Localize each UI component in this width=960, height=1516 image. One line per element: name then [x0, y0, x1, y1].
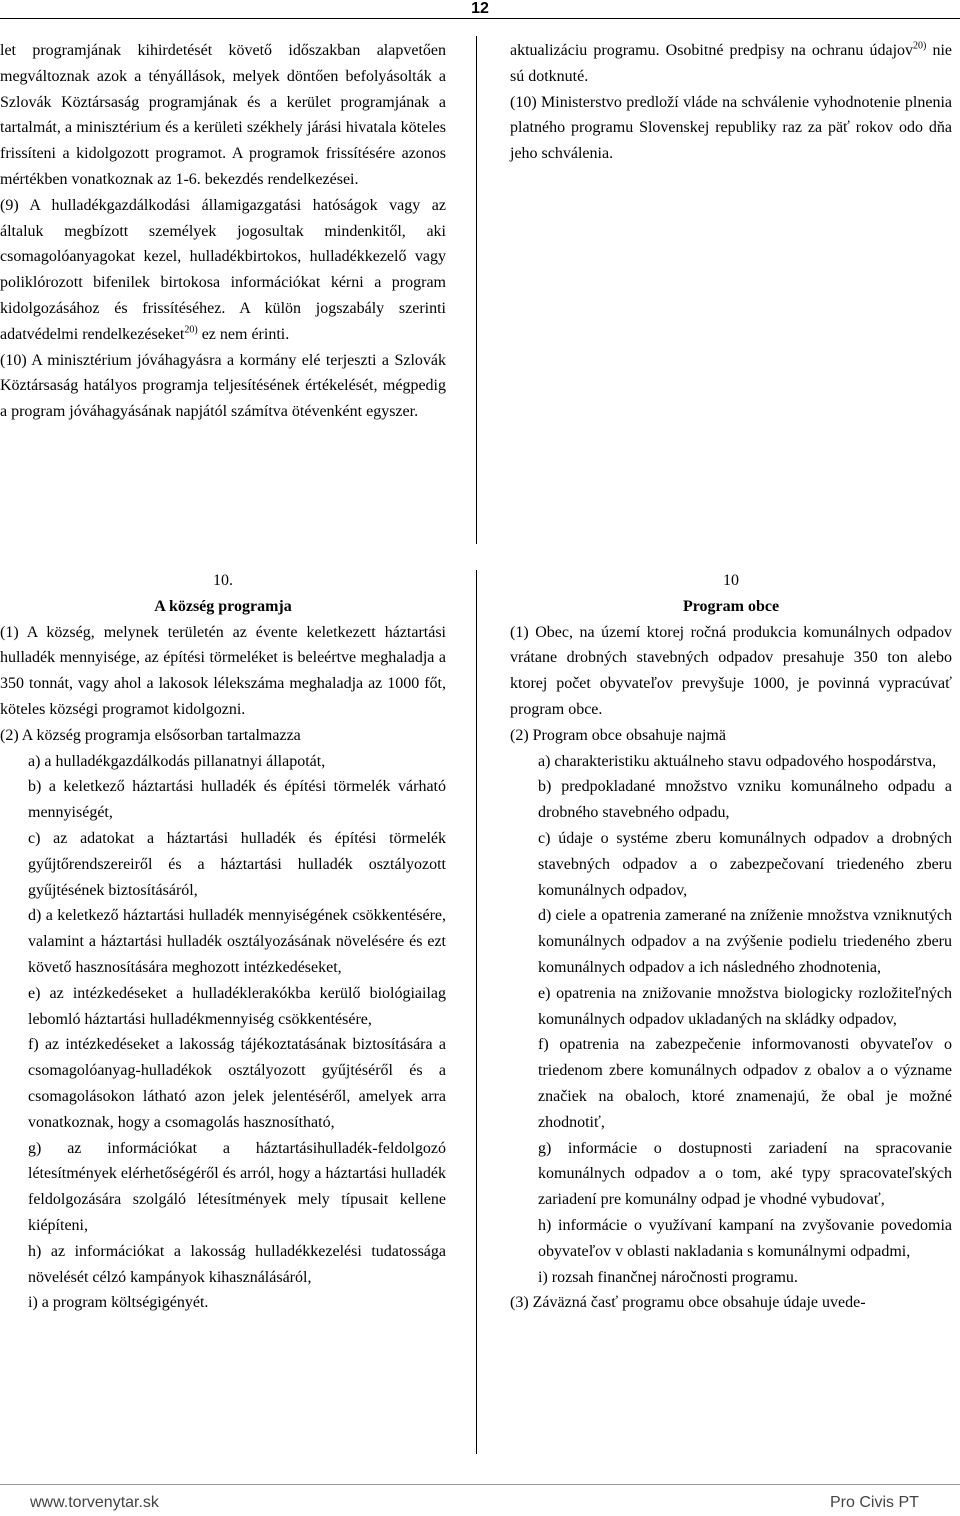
top-right-column — [510, 38, 952, 167]
section-item-list — [0, 749, 446, 1317]
list-sk-item: b) predpokladané množstvo vzniku komunálneho odpadu a drobného stavebného odpadu, — [538, 778, 952, 822]
column-divider-top — [476, 36, 477, 544]
list-sk-item: i) rozsah finančnej náročnosti programu. — [538, 1268, 798, 1286]
list-item: d) a keletkező háztartási hulladék mennyiségének csökkentésére, valamint a háztartási hulladék osztályozásának növelésére és ezt követő hasznosítására meghozott intézkedéseket, — [28, 907, 446, 976]
section-paragraph-1: (1) A község, melynek területén az évente keletkezett háztartási hulladék mennyisége, az építési törmeléket is beleértve meghaladja a 350 tonnát, vagy ahol a lakosok lélekszáma meghaladja az 1000 főt, köteles községi programot kidolgozni. — [0, 623, 446, 718]
footer-website: www.torvenytar.sk — [30, 1494, 159, 1511]
list-item: e) az intézkedéseket a hulladéklerakókba kerülő biológiailag lebomló háztartási hulladékmennyiség csökkentésére, — [28, 984, 446, 1028]
section-paragraph-3-sk: (3) Záväzná časť programu obce obsahuje údaje uvede- — [510, 1294, 866, 1312]
list-item: a) a hulladékgazdálkodás pillanatnyi állapotát, — [28, 752, 326, 770]
paragraph-10: (10) A minisztérium jóváhagyásra a kormány elé terjeszti a Szlovák Köztársaság hatályos programja teljesítésének értékelését, mégpedig a program jóváhagyásának napjától számítva ötévenként egyszer. — [0, 351, 446, 421]
list-sk-item: a) charakteristiku aktuálneho stavu odpadového hospodárstva, — [538, 752, 937, 770]
list-item: i) a program költségigényét. — [28, 1294, 209, 1312]
section-item-list-sk — [510, 749, 952, 1291]
section-paragraph-1-sk: (1) Obec, na území ktorej ročná produkcia komunálnych odpadov vrátane drobných stavebných odpadov presahuje 350 ton alebo ktorej počet obyvateľov prevyšuje 1000, je povinná vypracúvať program obce. — [510, 623, 952, 718]
footer-publisher: Pro Civis PT — [830, 1494, 919, 1511]
list-sk-item: f) opatrenia na zabezpečenie informovanosti obyvateľov o triedenom zbere komunálnych odpadov z obalov a o význame značiek na obaloch, ktoré znamenajú, že obal je možné zhodnotiť, — [538, 1036, 952, 1131]
footnote-ref: 20) — [184, 324, 198, 336]
list-item: f) az intézkedéseket a lakosság tájékoztatásának biztosítására a csomagolóanyag-hulladékok osztályozott gyűjtéséről és a csomagolásokon látható azon jelek jelentéséről, amelyek arra vonatkoznak, hogy a csomagolás hasznosítható, — [28, 1036, 446, 1131]
section-number: 10. — [213, 572, 233, 589]
list-sk-item: c) údaje o systéme zberu komunálnych odpadov a drobných stavebných odpadov a o zabezpečovaní triedeného zberu komunálnych odpadov, — [538, 829, 952, 899]
section-paragraph-2: (2) A község programja elsősorban tartalmazza — [0, 726, 301, 744]
list-item: g) az információkat a háztartásihulladék-feldolgozó létesítmények elérhetőségéről és arról, hogy a háztartási hulladék feldolgozására szolgáló létesítmények mely típusait kellene kiépíteni, — [28, 1139, 446, 1234]
list-item: h) az információkat a lakosság hulladékkezelési tudatossága növelését célzó kampányok kihasználásáról, — [28, 1242, 446, 1286]
list-sk-item: e) opatrenia na znižovanie množstva biologicky rozložiteľných komunálnych odpadov ukladaných na skládky odpadov, — [538, 984, 952, 1028]
right-section-10 — [510, 568, 952, 1316]
paragraph-10-sk: (10) Ministerstvo predloží vláde na schválenie vyhodnotenie plnenia platného programu Slovenskej republiky raz za päť rokov odo dňa jeho schválenia. — [510, 93, 952, 163]
list-item: b) a keletkező háztartási hulladék és építési törmelék várható mennyiségét, — [28, 778, 446, 822]
section-paragraph-2-sk: (2) Program obce obsahuje najmä — [510, 726, 726, 744]
top-left-column — [0, 38, 446, 425]
paragraph-continuation-sk-text: aktualizáciu programu. Osobitné predpisy na ochranu údajov — [510, 42, 914, 59]
footer-rule — [0, 1484, 960, 1485]
footnote-ref-sk: 20) — [913, 40, 927, 52]
header-rule — [0, 18, 960, 19]
left-section-10 — [0, 568, 446, 1316]
page-number: 12 — [471, 0, 489, 17]
list-sk-item: d) ciele a opatrenia zamerané na zníženie množstva vzniknutých komunálnych odpadov a na zvýšenie podielu triedeného zberu komunálnych odpadov a ich následného zhodnotenia, — [538, 907, 952, 976]
paragraph-continuation-sk — [510, 38, 952, 90]
paragraph-9-text: (9) A hulladékgazdálkodási államigazgatási hatóságok vagy az általuk megbízott személyek jogosultak mindenkitől, aki csomagolóanyagokat kezel, hulladékbirtokos, hulladékkezelő vagy poliklórozott bifenilek birtokosa információkat kérni a program kidolgozásához és frissítéséhez. A külön jogszabály szerinti adatvédelmi rendelkezéseket — [0, 196, 446, 343]
paragraph-9 — [0, 193, 446, 348]
section-number-sk: 10 — [723, 572, 739, 589]
paragraph-continuation: let programjának kihirdetését követő időszakban alapvetően megváltoznak azok a tényállások, melyek döntően befolyásolták a Szlovák Köztársaság programjának és a kerület programjának a tartalmát, a minisztérium és a kerületi székhely járási hivatala köteles frissíteni a kidolgozott programot. A programok frissítésére azonos mértékben vonatkoznak az 1-6. bekezdés rendelkezései. — [0, 42, 446, 188]
section-title: A község programja — [154, 597, 292, 615]
section-title-sk: Program obce — [682, 597, 780, 615]
column-divider-bottom — [476, 570, 477, 1454]
list-sk-item: g) informácie o dostupnosti zariadení na spracovanie komunálnych odpadov a o tom, aké typy spracovateľských zariadení pre komunálny odpad je vhodné vybudovať, — [538, 1139, 952, 1209]
list-sk-item: h) informácie o využívaní kampaní na zvyšovanie povedomia obyvateľov v oblasti nakladania s komunálnymi odpadmi, — [538, 1216, 952, 1260]
list-item: c) az adatokat a háztartási hulladék és építési törmelék gyűjtőrendszereiről és a háztartási hulladék osztályozott gyűjtésének biztosításáról, — [28, 829, 446, 899]
paragraph-continuation-sk-tail: nie sú dotknuté. — [510, 42, 953, 85]
paragraph-9-tail: ez nem érinti. — [197, 325, 290, 343]
